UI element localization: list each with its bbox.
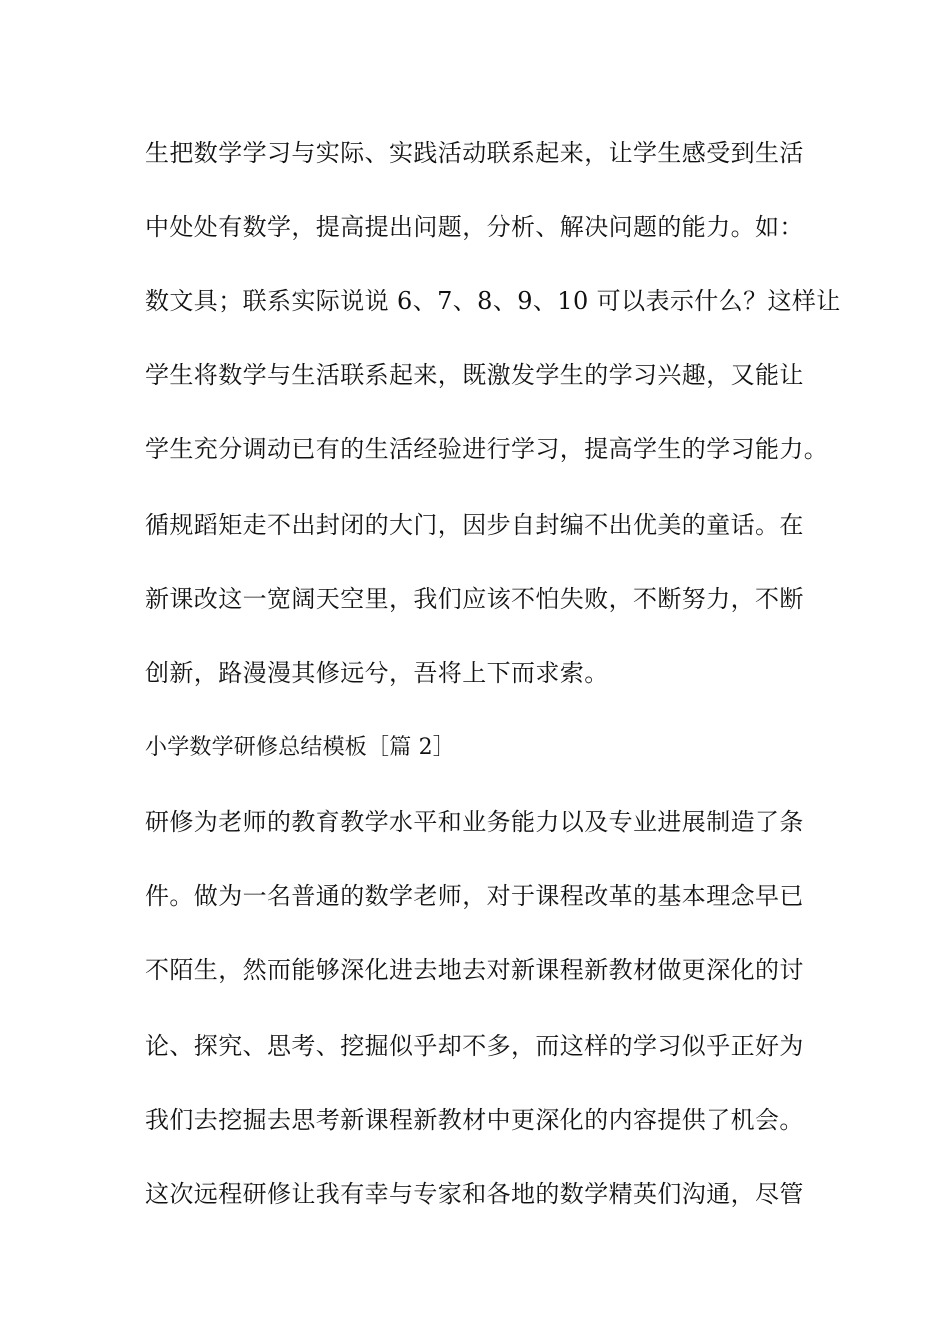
- paragraph-line: 论、探究、思考、挖掘似乎却不多，而这样的学习似乎正好为: [145, 1032, 804, 1060]
- paragraph-line: 生把数学学习与实际、实践活动联系起来，让学生感受到生活: [145, 139, 804, 167]
- paragraph-line: 我们去挖掘去思考新课程新教材中更深化的内容提供了机会。: [145, 1106, 804, 1134]
- paragraph-line: 创新，路漫漫其修远兮，吾将上下而求索。: [145, 659, 609, 687]
- paragraph-line: 研修为老师的教育教学水平和业务能力以及专业进展制造了条: [145, 808, 804, 836]
- paragraph-line: 学生将数学与生活联系起来，既激发学生的学习兴趣，又能让: [145, 361, 804, 389]
- paragraph-line: 件。做为一名普通的数学老师，对于课程改革的基本理念早已: [145, 882, 804, 910]
- paragraph-line: 循规蹈矩走不出封闭的大门，因步自封编不出优美的童话。在: [145, 511, 804, 539]
- paragraph-line: 不陌生，然而能够深化进去地去对新课程新教材做更深化的讨: [145, 956, 804, 984]
- paragraph-line: 数文具；联系实际说说 6、7、8、9、10 可以表示什么？这样让: [145, 287, 841, 315]
- paragraph-line: 这次远程研修让我有幸与专家和各地的数学精英们沟通，尽管: [145, 1180, 804, 1208]
- paragraph-line: 中处处有数学，提高提出问题，分析、解决问题的能力。如：: [145, 213, 804, 241]
- paragraph-line: 新课改这一宽阔天空里，我们应该不怕失败，不断努力，不断: [145, 585, 804, 613]
- section-heading: 小学数学研修总结模板［篇 2］: [145, 735, 455, 760]
- paragraph-line: 学生充分调动已有的生活经验进行学习，提高学生的学习能力。: [145, 435, 829, 463]
